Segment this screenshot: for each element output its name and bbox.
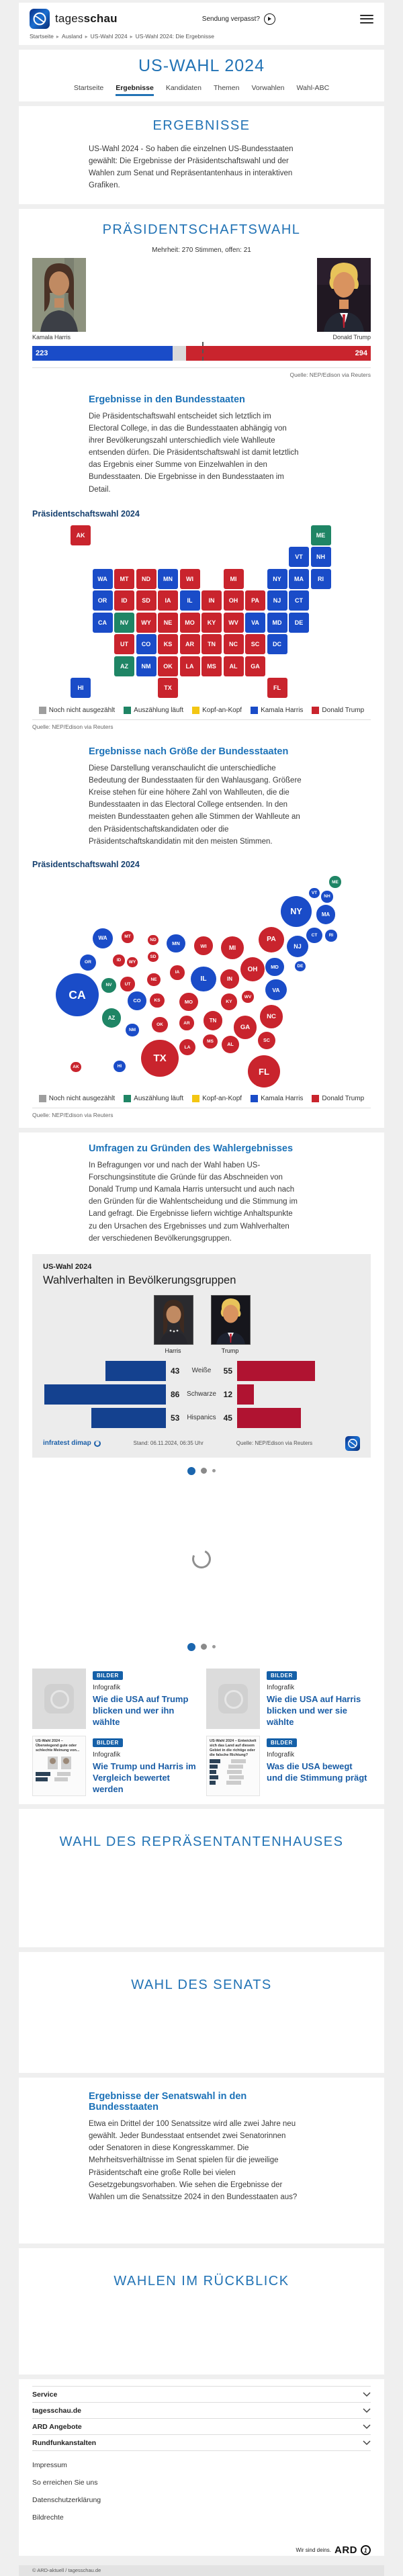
state-bubble-nh[interactable]: NH — [321, 891, 332, 902]
tab-ergebnisse[interactable]: Ergebnisse — [116, 84, 154, 96]
state-tile-nc[interactable]: NC — [224, 634, 244, 654]
mini-portrait — [61, 1757, 71, 1769]
trump-bar — [237, 1361, 315, 1381]
chart-title: Wahlverhalten in Bevölkerungsgruppen — [43, 1274, 236, 1286]
trump-value: 45 — [223, 1413, 232, 1423]
section-repraesentantenhaus — [19, 1809, 384, 1947]
thumbnail-mini-chart — [210, 1775, 257, 1779]
breadcrumb-separator-icon: ▸ — [56, 34, 59, 40]
legend-label: Kopf-an-Kopf — [202, 1094, 242, 1102]
state-tile-ky[interactable]: KY — [202, 613, 222, 633]
logo-text: tagesschau — [55, 12, 118, 25]
state-bubble-ak[interactable]: AK — [71, 1062, 81, 1072]
state-bubble-fl[interactable]: FL — [248, 1055, 280, 1087]
breadcrumb — [19, 30, 384, 45]
page-footer — [19, 2379, 384, 2556]
state-bubble-ks[interactable]: KS — [150, 993, 164, 1008]
chevron-down-icon — [363, 2421, 371, 2433]
infratest-donut-icon — [94, 1440, 101, 1447]
donald-trump-photo — [317, 258, 371, 332]
open-bar-segment — [173, 346, 186, 361]
teaser-thumbnail — [32, 1736, 86, 1796]
legend-label: Kamala Harris — [261, 1094, 304, 1102]
legend-label: Noch nicht ausgezählt — [48, 706, 116, 714]
ard-one-icon: 1 — [360, 2544, 371, 2556]
trump-votes: 294 — [355, 349, 367, 357]
state-bubble-il[interactable]: IL — [191, 967, 216, 992]
legend-label: Kamala Harris — [261, 706, 304, 714]
state-bubble-nc[interactable]: NC — [260, 1005, 283, 1028]
legend-item — [312, 1095, 364, 1102]
state-bubble-wy[interactable]: WY — [127, 957, 137, 967]
state-tile-nm[interactable]: NM — [136, 656, 156, 676]
legend-label: Auszählung läuft — [134, 706, 184, 714]
teaser-card[interactable] — [32, 1669, 197, 1729]
harris-bar — [105, 1361, 166, 1381]
state-bubble-in[interactable]: IN — [220, 969, 240, 989]
section-title: PRÄSIDENTSCHAFTSWAHL — [102, 222, 301, 237]
harris-votes: 223 — [36, 349, 48, 357]
state-bubble-ut[interactable]: UT — [120, 977, 134, 991]
teaser-grid — [32, 1669, 371, 1796]
legend-item — [192, 707, 242, 714]
ard-logo: ARD — [334, 2544, 357, 2556]
footer-link-so-erreichen-sie-uns[interactable]: So erreichen Sie uns — [32, 2479, 98, 2487]
ard-tagline: Wir sind deins. — [296, 2547, 331, 2553]
state-tile-ar[interactable]: AR — [180, 634, 200, 654]
thumbnail-mini-chart — [210, 1770, 257, 1774]
breadcrumb-separator-icon: ▸ — [85, 34, 88, 40]
thumbnail-caption: US-Wahl 2024 – Entwickelt sich das Land auf diesem Gebiet in die richtige oder die falsche Richtung? — [210, 1738, 257, 1758]
state-bubble-ca[interactable]: CA — [56, 973, 99, 1016]
breadcrumb-separator-icon: ▸ — [130, 34, 133, 40]
hero-section — [19, 50, 384, 101]
legend-item — [124, 707, 183, 714]
teaser-title[interactable]: Wie Trump und Harris im Vergleich bewertet werden — [93, 1761, 196, 1794]
play-icon[interactable] — [264, 13, 275, 25]
harris-chart-photo — [154, 1295, 192, 1354]
teaser-kicker: Infografik — [93, 1750, 121, 1759]
teaser-kicker: Infografik — [267, 1750, 295, 1759]
state-tile-ct[interactable]: CT — [289, 590, 309, 611]
chart-kicker: US-Wahl 2024 — [43, 1262, 92, 1271]
state-tile-mt[interactable]: MT — [114, 569, 134, 589]
candidate-trump — [317, 258, 371, 341]
harris-bar-segment — [32, 346, 173, 361]
harris-value: 43 — [171, 1366, 180, 1376]
state-tile-id[interactable]: ID — [114, 590, 134, 611]
us-states-cartogram — [32, 873, 371, 1088]
infratest-dimap-logo: infratest dimap — [43, 1439, 101, 1447]
legend-swatch — [251, 1095, 258, 1102]
state-tile-ok[interactable]: OK — [158, 656, 178, 676]
state-tile-tx[interactable]: TX — [158, 678, 178, 698]
section-praesidentschaftswahl — [19, 209, 384, 1128]
trump-value: 55 — [223, 1366, 232, 1376]
state-bubble-az[interactable]: AZ — [102, 1008, 122, 1028]
state-bubble-ma[interactable]: MA — [316, 905, 336, 924]
state-bubble-sd[interactable]: SD — [148, 952, 158, 962]
map-title: Präsidentschaftswahl 2024 — [32, 508, 140, 519]
trump-bar — [237, 1384, 254, 1405]
state-bubble-mo[interactable]: MO — [179, 993, 198, 1012]
subsection-heading: Ergebnisse nach Größe der Bundesstaaten — [89, 746, 289, 757]
dossier-nav — [19, 84, 384, 96]
chart-source: Quelle: NEP/Edison via Reuters — [236, 1440, 313, 1447]
footer-accordion-ard-angebote[interactable]: ARD Angebote — [32, 2418, 371, 2434]
thumbnail-mini-chart — [210, 1781, 257, 1785]
state-tile-ma[interactable]: MA — [289, 569, 309, 589]
intro-text: US-Wahl 2024 - So haben die einzelnen US-Bundesstaaten gewählt: Die Ergebnisse der Präsidentschaftswahl und der Wahlen zum Senat und Repräsentantenhaus in interaktiven Grafiken. — [89, 145, 294, 190]
carousel-dot[interactable] — [187, 1643, 195, 1651]
state-bubble-id[interactable]: ID — [113, 954, 124, 966]
state-tile-ut[interactable]: UT — [114, 634, 134, 654]
state-bubble-mn[interactable]: MN — [167, 934, 185, 953]
state-tile-ks[interactable]: KS — [158, 634, 178, 654]
footer-accordions — [32, 2386, 371, 2451]
majority-note: Mehrheit: 270 Stimmen, offen: 21 — [152, 246, 251, 254]
footer-accordion-tagesschau-de[interactable]: tagesschau.de — [32, 2402, 371, 2418]
carousel-dot[interactable] — [212, 1645, 216, 1648]
state-bubble-nj[interactable]: NJ — [287, 936, 309, 958]
teaser-thumbnail — [206, 1736, 260, 1796]
teaser-title[interactable]: Wie die USA auf Harris blicken und wer sie wählte — [267, 1693, 361, 1727]
breadcrumb-link[interactable]: Ausland — [61, 33, 83, 40]
source-note: Quelle: NEP/Edison via Reuters — [32, 723, 114, 730]
page-title: US-WAHL 2024 — [138, 56, 265, 75]
chart-stand: Stand: 06.11.2024, 06:35 Uhr — [133, 1440, 204, 1447]
chevron-down-icon — [363, 2389, 371, 2401]
state-bubble-co[interactable]: CO — [128, 991, 146, 1010]
chevron-down-icon — [363, 2405, 371, 2417]
subsection-text: Die Präsidentschaftswahl entscheidet sich letztlich im Electoral College, in das die Bundesstaaten abhängig von ihrer Bevölkerungszahl unterschiedlich viele Wahlleute entsenden dürfen. Die Präsidentschaftswahl ist damit letztlich das Ergebnis einer Summe von Einzelwahlen in den Bundesstaaten. Die Ergebnisse in den Bundesstaaten im Detail. — [89, 412, 299, 494]
electoral-college-bar — [32, 346, 371, 361]
trump-bar-segment — [186, 346, 371, 361]
state-bubble-hi[interactable]: HI — [114, 1061, 125, 1072]
legend-label: Donald Trump — [322, 1094, 365, 1102]
state-tile-in[interactable]: IN — [202, 590, 222, 611]
state-bubble-wa[interactable]: WA — [93, 928, 113, 948]
state-tile-va[interactable]: VA — [245, 613, 265, 633]
tagesschau-globe-icon — [218, 1684, 248, 1714]
state-tile-mi[interactable]: MI — [224, 569, 244, 589]
tab-startseite[interactable]: Startseite — [73, 84, 104, 92]
state-tile-sc[interactable]: SC — [245, 634, 265, 654]
teaser-title[interactable]: Was die USA bewegt und die Stimmung prägt — [267, 1761, 367, 1783]
majority-marker — [202, 342, 204, 361]
state-tile-nd[interactable]: ND — [136, 569, 156, 589]
breadcrumb-link[interactable]: US-Wahl 2024: Die Ergebnisse — [135, 33, 214, 40]
state-tile-hi[interactable]: HI — [71, 678, 91, 698]
tagesschau-globe-icon — [30, 9, 50, 29]
state-bubble-va[interactable]: VA — [265, 979, 286, 1000]
legend-item — [39, 707, 115, 714]
carousel-dot[interactable] — [201, 1644, 207, 1650]
map-legend — [19, 707, 384, 714]
breadcrumb-link[interactable]: US-Wahl 2024 — [90, 33, 128, 40]
thumbnail-caption: US-Wahl 2024 – Überwiegend gute oder schlechte Meinung von... — [36, 1738, 80, 1753]
source-note: Quelle: NEP/Edison via Reuters — [289, 371, 371, 378]
teaser-thumbnail — [206, 1669, 260, 1729]
teaser-card[interactable] — [206, 1669, 371, 1729]
footer-links — [32, 2461, 371, 2522]
state-bubble-ok[interactable]: OK — [152, 1017, 167, 1032]
state-bubble-pa[interactable]: PA — [259, 927, 284, 952]
state-tile-ri[interactable]: RI — [311, 569, 331, 589]
state-bubble-tn[interactable]: TN — [204, 1011, 223, 1030]
footer-accordion-service[interactable]: Service — [32, 2386, 371, 2402]
group-label: Weiße — [191, 1367, 212, 1375]
subsection-text: In Befragungen vor und nach der Wahl haben US-Forschungsinstitute die Gründe für das Abschneiden von Donald Trump und Kamala Harris untersucht und auch nach den Gründen für die Wahlentscheidung und die Stimmung im Land gefragt. Die Ergebnisse liefern wichtige Anhaltspunkte zu den Ursachen des Ergebnisses und zum Wahlverhalten der verschiedenen Bevölkerungsgruppen. — [89, 1161, 298, 1243]
state-bubble-tx[interactable]: TX — [141, 1040, 178, 1077]
state-tile-nh[interactable]: NH — [311, 547, 331, 567]
legend-label: Noch nicht ausgezählt — [48, 1094, 116, 1102]
teaser-card[interactable] — [206, 1736, 371, 1796]
kamala-harris-photo — [32, 258, 86, 332]
tab-vorwahlen[interactable]: Vorwahlen — [251, 84, 285, 92]
state-bubble-nd[interactable]: ND — [148, 935, 158, 945]
mini-portrait — [48, 1757, 58, 1769]
subsection-text: Diese Darstellung veranschaulicht die unterschiedliche Bedeutung der Bundesstaaten für den Wahlausgang. Größere Kreise stehen für eine höhere Zahl von Wahlleuten, die die Bundesstaaten in das Electoral College entsenden. In den meisten Bundesstaaten gehen alle Stimmen der Wahlleute an den Präsidentschaftskandidaten oder die Präsidentschaftskandidatin mit den meisten Stimmen. — [89, 764, 302, 846]
thumbnail-mini-chart — [36, 1772, 83, 1776]
state-bubble-nm[interactable]: NM — [126, 1024, 138, 1036]
carousel-dot[interactable] — [187, 1467, 195, 1475]
section-rueckblick — [19, 2248, 384, 2374]
tagesschau-logo[interactable] — [30, 9, 118, 29]
thumbnail-mini-portraits — [36, 1757, 83, 1769]
subsection-heading: Ergebnisse in den Bundesstaaten — [89, 394, 245, 405]
state-tile-co[interactable]: CO — [136, 634, 156, 654]
candidate-name: Kamala Harris — [32, 333, 71, 341]
legend-item — [251, 707, 303, 714]
state-tile-or[interactable]: OR — [93, 590, 113, 611]
state-bubble-mt[interactable]: MT — [122, 931, 133, 942]
tab-kandidaten[interactable]: Kandidaten — [165, 84, 202, 92]
state-tile-mn[interactable]: MN — [158, 569, 178, 589]
state-bubble-or[interactable]: OR — [80, 954, 97, 971]
us-states-choropleth-map — [32, 525, 371, 700]
state-tile-vt[interactable]: VT — [289, 547, 309, 567]
thumbnail-mini-chart — [36, 1777, 83, 1781]
legend-swatch — [124, 707, 131, 714]
state-tile-ny[interactable]: NY — [267, 569, 287, 589]
legend-swatch — [192, 707, 199, 714]
section-senatswahl — [19, 2078, 384, 2244]
harris-value: 86 — [171, 1389, 180, 1399]
harris-bar — [44, 1384, 166, 1405]
carousel-dots — [19, 1643, 384, 1651]
footer-link-datenschutzerkl-rung[interactable]: Datenschutzerklärung — [32, 2496, 101, 2504]
carousel-dot[interactable] — [212, 1469, 216, 1472]
footer-accordion-rundfunkanstalten[interactable]: Rundfunkanstalten — [32, 2434, 371, 2451]
state-bubble-vt[interactable]: VT — [309, 888, 319, 898]
thumbnail-mini-chart — [210, 1765, 257, 1769]
state-bubble-nv[interactable]: NV — [101, 978, 116, 992]
legend-label: Donald Trump — [322, 706, 365, 714]
legend-swatch — [39, 1095, 46, 1102]
infographic-wahlverhalten — [32, 1254, 371, 1458]
subsection-heading: Ergebnisse der Senatswahl in den Bundesstaaten — [89, 2090, 247, 2113]
bilder-badge: BILDER — [267, 1738, 297, 1747]
legend-item — [251, 1095, 303, 1102]
loading-spinner-icon — [189, 1547, 214, 1571]
section-ergebnisse — [19, 106, 384, 204]
state-tile-nv[interactable]: NV — [114, 613, 134, 633]
state-tile-nj[interactable]: NJ — [267, 590, 287, 611]
state-tile-az[interactable]: AZ — [114, 656, 134, 676]
state-tile-wa[interactable]: WA — [93, 569, 113, 589]
state-bubble-sc[interactable]: SC — [258, 1032, 275, 1049]
state-tile-ak[interactable]: AK — [71, 525, 91, 545]
state-bubble-wi[interactable]: WI — [194, 936, 213, 955]
state-bubble-al[interactable]: AL — [222, 1036, 239, 1053]
group-label: Hispanics — [187, 1414, 216, 1422]
state-tile-wv[interactable]: WV — [224, 613, 244, 633]
group-label: Schwarze — [187, 1390, 216, 1398]
menu-icon[interactable] — [360, 12, 373, 26]
trump-chart-photo — [211, 1295, 249, 1354]
state-bubble-mi[interactable]: MI — [221, 936, 244, 959]
breadcrumb-link[interactable]: Startseite — [30, 33, 54, 40]
state-tile-dc[interactable]: DC — [267, 634, 287, 654]
teaser-thumbnail — [32, 1669, 86, 1729]
state-tile-la[interactable]: LA — [180, 656, 200, 676]
state-bubble-la[interactable]: LA — [179, 1039, 196, 1056]
subsection-text: Etwa ein Drittel der 100 Senatssitze wird alle zwei Jahre neu gewählt. Jeder Bundesstaat entsendet zwei Senatorinnen oder Senatoren in diese Kongresskammer. Die Mehrheitsverhältnisse im Senat spielen für die jeweilige Präsidentschaft eine große Rolle bei vielen Gesetzgebungsvorhaben. Wie sehen die Ergebnisse der Wahlen um die Senatssitze 2024 in den Bundesstaaten aus? — [89, 2119, 298, 2201]
state-tile-sd[interactable]: SD — [136, 590, 156, 611]
carousel-dots — [19, 1467, 384, 1475]
state-tile-ne[interactable]: NE — [158, 613, 178, 633]
legend-label: Kopf-an-Kopf — [202, 706, 242, 714]
state-bubble-oh[interactable]: OH — [240, 957, 265, 981]
state-bubble-ri[interactable]: RI — [325, 930, 337, 941]
state-tile-ia[interactable]: IA — [158, 590, 178, 611]
legend-swatch — [124, 1095, 131, 1102]
loading-area — [19, 1475, 384, 1643]
candidate-name: Donald Trump — [332, 333, 371, 341]
trump-bar — [237, 1408, 301, 1428]
trump-value: 12 — [223, 1389, 232, 1399]
chevron-down-icon — [363, 2437, 371, 2449]
poll-bar-rows — [43, 1361, 360, 1428]
state-bubble-ky[interactable]: KY — [221, 993, 238, 1010]
state-tile-pa[interactable]: PA — [245, 590, 265, 611]
poll-row-schwarze — [43, 1384, 360, 1405]
legend-swatch — [192, 1095, 199, 1102]
state-tile-al[interactable]: AL — [224, 656, 244, 676]
bilder-badge: BILDER — [93, 1671, 123, 1680]
tagesschau-globe-icon — [345, 1436, 360, 1451]
teaser-kicker: Infografik — [93, 1683, 121, 1691]
copyright-bar: © ARD-aktuell / tagesschau.de — [19, 2565, 384, 2576]
state-bubble-ia[interactable]: IA — [170, 965, 184, 979]
legend-label: Auszählung läuft — [134, 1094, 184, 1102]
legend-item — [39, 1095, 115, 1102]
state-tile-md[interactable]: MD — [267, 613, 287, 633]
bilder-badge: BILDER — [93, 1738, 123, 1747]
thumbnail-mini-chart — [210, 1759, 257, 1763]
tagesschau-globe-icon — [44, 1684, 74, 1714]
state-bubble-ga[interactable]: GA — [234, 1016, 257, 1039]
section-title: ERGEBNISSE — [152, 118, 251, 133]
source-note: Quelle: NEP/Edison via Reuters — [32, 1111, 114, 1118]
section-title: WAHLEN IM RÜCKBLICK — [114, 2274, 289, 2289]
state-bubble-ar[interactable]: AR — [179, 1016, 193, 1030]
tab-themen[interactable]: Themen — [213, 84, 240, 92]
teaser-kicker: Infografik — [267, 1683, 295, 1691]
carousel-dot[interactable] — [201, 1468, 207, 1474]
site-header — [19, 3, 384, 45]
state-tile-ms[interactable]: MS — [202, 656, 222, 676]
state-tile-wy[interactable]: WY — [136, 613, 156, 633]
section-umfragen — [19, 1132, 384, 1804]
state-tile-de[interactable]: DE — [289, 613, 309, 633]
harris-label: Harris — [165, 1347, 181, 1354]
harris-bar — [91, 1408, 166, 1428]
state-tile-ga[interactable]: GA — [245, 656, 265, 676]
state-bubble-ny[interactable]: NY — [281, 896, 312, 927]
ard-brand — [32, 2544, 371, 2556]
state-tile-il[interactable]: IL — [180, 590, 200, 611]
map-legend — [19, 1095, 384, 1102]
section-title: WAHL DES SENATS — [131, 1977, 272, 1992]
state-tile-fl[interactable]: FL — [267, 678, 287, 698]
poll-row-hispanics — [43, 1408, 360, 1428]
section-senat — [19, 1952, 384, 2073]
state-tile-me[interactable]: ME — [311, 525, 331, 545]
state-bubble-wv[interactable]: WV — [242, 991, 253, 1002]
state-tile-mo[interactable]: MO — [180, 613, 200, 633]
sendung-verpasst-link[interactable]: Sendung verpasst? — [202, 15, 260, 23]
state-tile-oh[interactable]: OH — [224, 590, 244, 611]
candidate-harris — [32, 258, 86, 341]
tab-wahl-abc[interactable]: Wahl-ABC — [296, 84, 330, 92]
state-bubble-me[interactable]: ME — [329, 876, 341, 887]
bilder-badge: BILDER — [267, 1671, 297, 1680]
state-bubble-ne[interactable]: NE — [147, 973, 160, 986]
trump-label: Trump — [221, 1347, 239, 1354]
state-bubble-ms[interactable]: MS — [203, 1034, 217, 1049]
legend-item — [192, 1095, 242, 1102]
teaser-title[interactable]: Wie die USA auf Trump blicken und wer ihn wählte — [93, 1693, 189, 1727]
footer-link-bildrechte[interactable]: Bildrechte — [32, 2514, 64, 2522]
subsection-heading: Umfragen zu Gründen des Wahlergebnisses — [89, 1143, 294, 1154]
section-title: WAHL DES REPRÄSENTANTENHAUSES — [59, 1834, 344, 1849]
state-tile-tn[interactable]: TN — [202, 634, 222, 654]
state-bubble-ct[interactable]: CT — [306, 928, 322, 943]
harris-value: 53 — [171, 1413, 180, 1423]
state-tile-ca[interactable]: CA — [93, 613, 113, 633]
poll-row-weiße — [43, 1361, 360, 1381]
legend-swatch — [251, 707, 258, 714]
legend-swatch — [39, 707, 46, 714]
state-bubble-md[interactable]: MD — [265, 958, 284, 977]
legend-swatch — [312, 1095, 319, 1102]
state-tile-wi[interactable]: WI — [180, 569, 200, 589]
footer-link-impressum[interactable]: Impressum — [32, 2461, 67, 2469]
legend-swatch — [312, 707, 319, 714]
state-bubble-de[interactable]: DE — [295, 961, 305, 971]
legend-item — [312, 707, 364, 714]
map-title: Präsidentschaftswahl 2024 — [32, 859, 140, 869]
teaser-card[interactable] — [32, 1736, 197, 1796]
legend-item — [124, 1095, 183, 1102]
